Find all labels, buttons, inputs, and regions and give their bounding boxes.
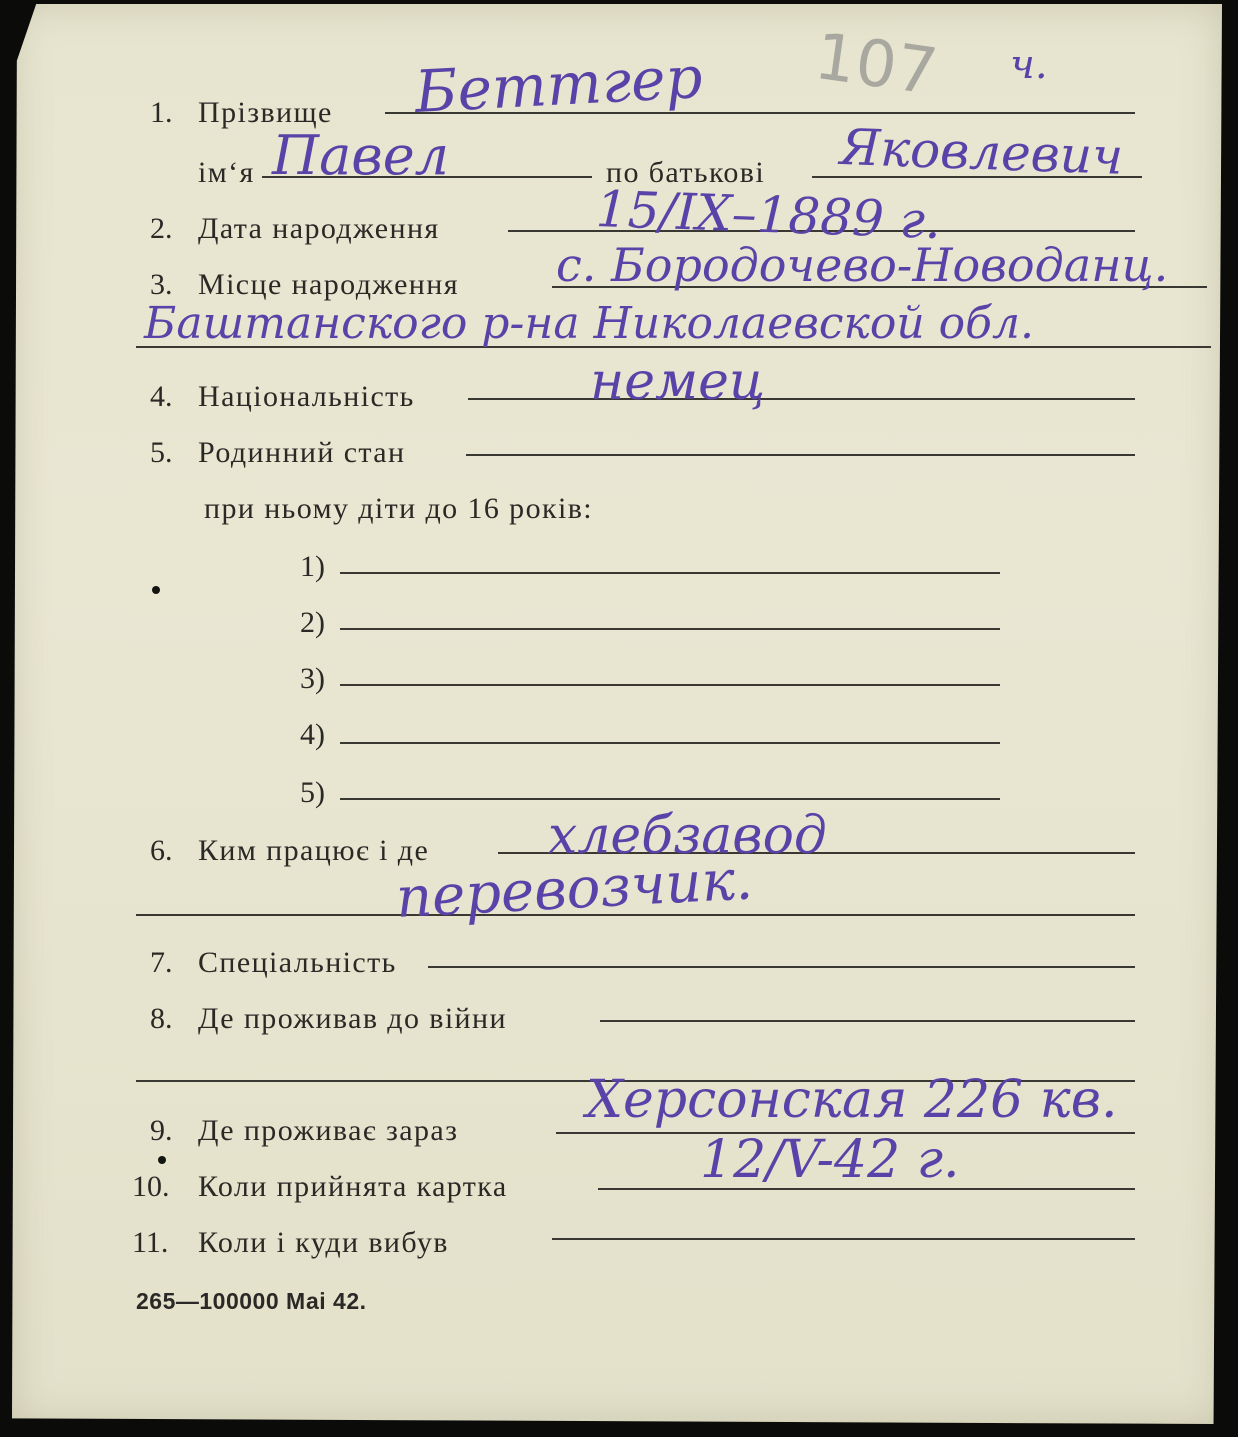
first-name-value: Павел: [272, 124, 450, 187]
child-5-label: 5): [300, 776, 325, 809]
field-4-line: [468, 398, 1135, 400]
birth-date-value: 15/IX–1889 г.: [594, 180, 942, 251]
field-8-label: Де проживав до війни: [198, 1002, 507, 1035]
punch-hole-mark-2: [158, 1156, 166, 1164]
child-3-label: 3): [300, 662, 325, 695]
work-value-2: перевозчик.: [394, 847, 755, 931]
field-3-number: 3.: [150, 268, 173, 301]
field-6-number: 6.: [150, 834, 173, 867]
child-2-line: [340, 628, 1000, 630]
field-1a-label: ім‘я: [198, 156, 255, 189]
field-7-label: Спеціальність: [198, 946, 397, 979]
field-5-line: [466, 454, 1135, 456]
field-9-number: 9.: [150, 1114, 173, 1147]
birth-place-value-1: с. Бородочево-Новоданц.: [556, 238, 1169, 292]
child-1-line: [340, 572, 1000, 574]
nationality-value: немец: [590, 352, 766, 412]
field-7-line: [428, 966, 1135, 968]
child-2-label: 2): [300, 606, 325, 639]
field-1b-label: по батькові: [606, 156, 766, 189]
field-2-number: 2.: [150, 212, 173, 245]
field-6-label: Ким працює і де: [198, 834, 430, 867]
field-8-line: [600, 1020, 1135, 1022]
field-4-number: 4.: [150, 380, 173, 413]
child-4-label: 4): [300, 718, 325, 751]
child-3-line: [340, 684, 1000, 686]
field-3-label: Місце народження: [198, 268, 459, 301]
child-5-line: [340, 798, 1000, 800]
field-4-label: Національність: [198, 380, 415, 413]
children-heading: при ньому діти до 16 років:: [204, 492, 593, 525]
field-5-number: 5.: [150, 436, 173, 469]
field-1-label: Прізвище: [198, 96, 333, 129]
field-10-label: Коли прийнята картка: [198, 1170, 508, 1203]
child-4-line: [340, 742, 1000, 744]
field-8-number: 8.: [150, 1002, 173, 1035]
surname-value: Беттгер: [413, 42, 705, 126]
patronymic-value: Яковлевич: [838, 118, 1125, 186]
field-9-label: Де проживає зараз: [198, 1114, 459, 1147]
field-11-number: 11.: [132, 1226, 169, 1259]
birth-place-value-2: Баштанского р-на Николаевской обл.: [144, 298, 1034, 349]
field-2-label: Дата народження: [198, 212, 440, 245]
field-10-number: 10.: [132, 1170, 170, 1203]
punch-hole-mark: [152, 586, 160, 594]
field-7-number: 7.: [150, 946, 173, 979]
child-1-label: 1): [300, 550, 325, 583]
print-info: 265—100000 Маі 42.: [136, 1288, 367, 1314]
work-value-1: хлебзавод: [548, 806, 827, 866]
field-11-line: [552, 1238, 1135, 1240]
field-11-label: Коли і куди вибув: [198, 1226, 449, 1259]
corner-letter: ч.: [1010, 42, 1048, 88]
card-date-value: 12/V-42 г.: [700, 1130, 960, 1190]
field-5-label: Родинний стан: [198, 436, 406, 469]
pencil-number: 107: [810, 19, 942, 111]
field-1-number: 1.: [150, 96, 173, 129]
current-address-value: Херсонская 226 кв.: [586, 1070, 1118, 1130]
